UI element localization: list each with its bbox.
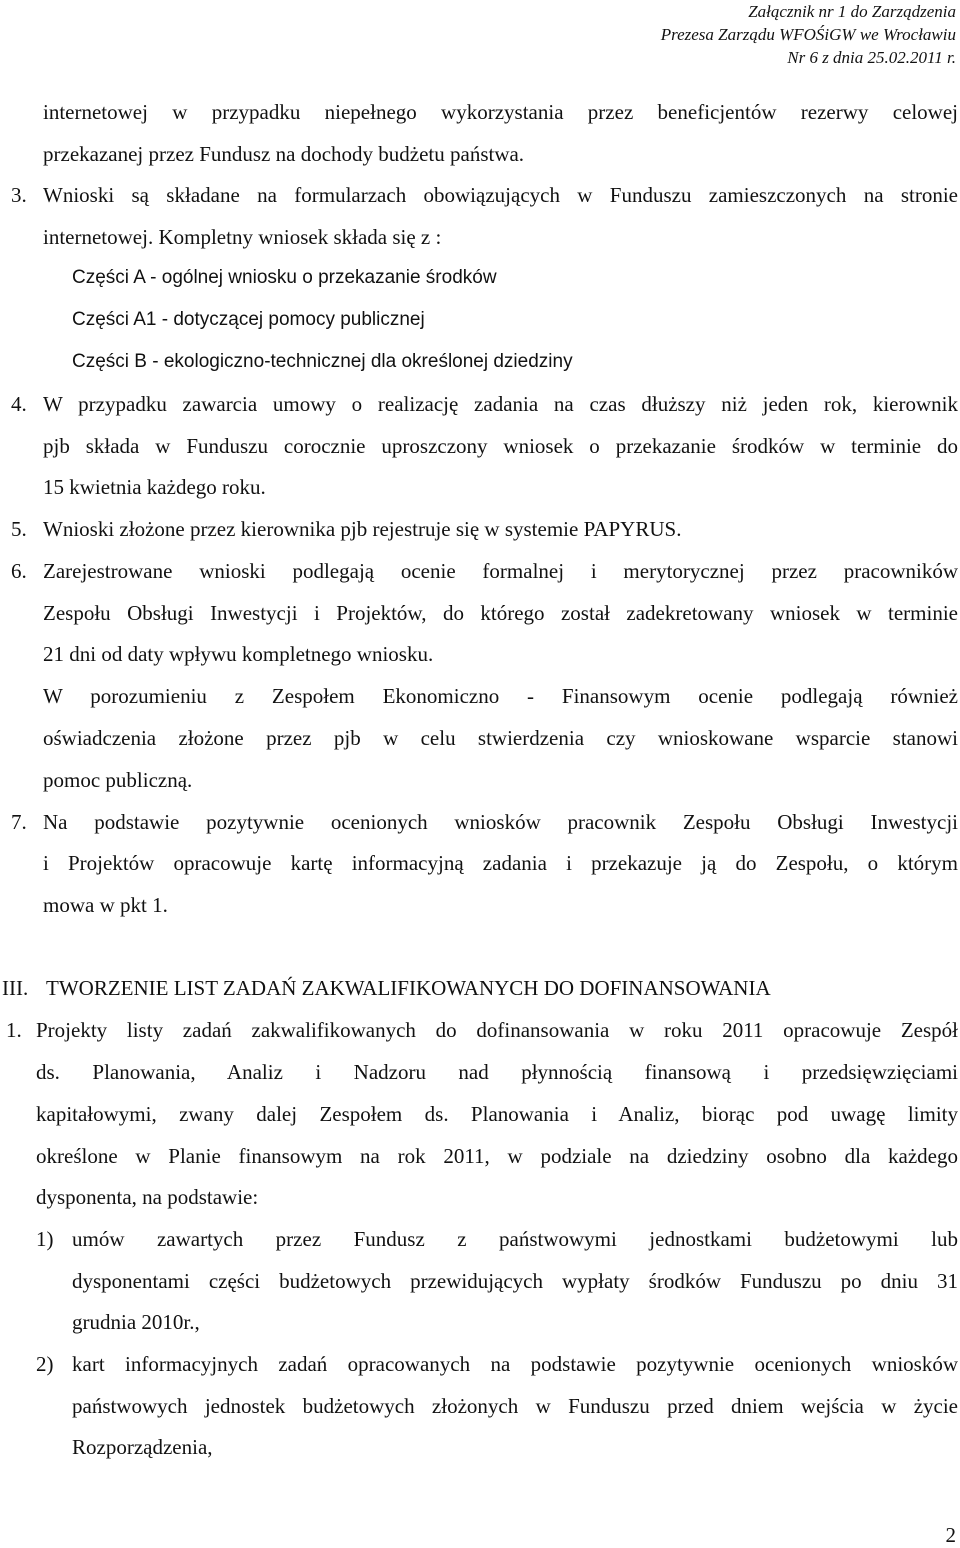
paragraph-line: Wnioski złożone przez kierownika pjb rejestruje się w systemie PAPYRUS. (43, 517, 682, 541)
header-line-1: Załącznik nr 1 do Zarządzenia (748, 2, 956, 21)
paragraph-line: kart informacyjnych zadań opracowanych na podstawie pozytywnie ocenionych wniosków (72, 1352, 958, 1376)
document-header (661, 0, 956, 69)
page-number: 2 (945, 1523, 956, 1547)
list-number: 4. (11, 392, 27, 416)
list-number: 7. (11, 810, 27, 834)
paragraph-line: grudnia 2010r., (72, 1310, 200, 1334)
list-number: 5. (11, 517, 27, 541)
paragraph-line: kapitałowymi, zwany dalej Zespołem ds. Planowania i Analiz, biorąc pod uwagę limity (36, 1102, 958, 1126)
list-number: 1. (6, 1018, 22, 1042)
paragraph-line: internetowej. Kompletny wniosek składa się z : (43, 225, 442, 249)
list-number: 3. (11, 183, 27, 207)
paragraph-line: W porozumieniu z Zespołem Ekonomiczno - Finansowym ocenie podlegają również (43, 684, 958, 708)
paragraph-line: Rozporządzenia, (72, 1435, 213, 1459)
paragraph-line: pomoc publiczną. (43, 768, 193, 792)
paragraph-line: państwowych jednostek budżetowych złożonych w Funduszu przed dniem wejścia w życie (72, 1394, 958, 1418)
section-number: III. (2, 976, 29, 1000)
paragraph-line: dysponentami części budżetowych przewidujących wypłaty środków Funduszu po dniu 31 (72, 1269, 958, 1293)
paragraph-line: Na podstawie pozytywnie ocenionych wniosków pracownik Zespołu Obsługi Inwestycji (43, 810, 958, 834)
paragraph-line: W przypadku zawarcia umowy o realizację zadania na czas dłuższy niż jeden rok, kierownik (43, 392, 958, 416)
paragraph-line: i Projektów opracowuje kartę informacyjną zadania i przekazuje ją do Zespołu, o którym (43, 851, 958, 875)
paragraph-line: ds. Planowania, Analiz i Nadzoru nad płynnością finansową i przedsięwzięciami (36, 1060, 958, 1084)
list-item: Części B - ekologiczno-technicznej dla określonej dziedziny (72, 351, 573, 372)
section-title: TWORZENIE LIST ZADAŃ ZAKWALIFIKOWANYCH DO DOFINANSOWANIA (46, 976, 771, 1000)
sublist-number: 1) (36, 1227, 54, 1251)
paragraph-line: dysponenta, na podstawie: (36, 1185, 259, 1209)
sublist-number: 2) (36, 1352, 54, 1376)
paragraph-line: 21 dni od daty wpływu kompletnego wniosku. (43, 642, 434, 666)
paragraph-line: mowa w pkt 1. (43, 893, 168, 917)
list-number: 6. (11, 559, 27, 583)
paragraph-line: Projekty listy zadań zakwalifikowanych do dofinansowania w roku 2011 opracowuje Zespół (36, 1018, 958, 1042)
list-item: Części A - ogólnej wniosku o przekazanie środków (72, 267, 497, 288)
paragraph-line: oświadczenia złożone przez pjb w celu stwierdzenia czy wnioskowane wsparcie stanowi (43, 726, 958, 750)
paragraph-line: Zarejestrowane wnioski podlegają ocenie formalnej i merytorycznej przez pracowników (43, 559, 958, 583)
paragraph-line: Zespołu Obsługi Inwestycji i Projektów, do którego został zadekretowany wniosek w terminie (43, 601, 958, 625)
list-item: Części A1 - dotyczącej pomocy publicznej (72, 309, 425, 330)
paragraph-line: 15 kwietnia każdego roku. (43, 475, 266, 499)
header-line-3: Nr 6 z dnia 25.02.2011 r. (787, 48, 956, 67)
paragraph-line: internetowej w przypadku niepełnego wykorzystania przez beneficjentów rezerwy celowej (43, 100, 958, 124)
paragraph-line: przekazanej przez Fundusz na dochody budżetu państwa. (43, 142, 525, 166)
paragraph-line: umów zawartych przez Fundusz z państwowymi jednostkami budżetowymi lub (72, 1227, 958, 1251)
paragraph-line: pjb składa w Funduszu corocznie uproszczony wniosek o przekazanie środków w terminie do (43, 434, 958, 458)
paragraph-line: określone w Planie finansowym na rok 2011, w podziale na dziedziny osobno dla każdego (36, 1144, 958, 1168)
paragraph-line: Wnioski są składane na formularzach obowiązujących w Funduszu zamieszczonych na stronie (43, 183, 958, 207)
header-line-2: Prezesa Zarządu WFOŚiGW we Wrocławiu (660, 25, 956, 44)
